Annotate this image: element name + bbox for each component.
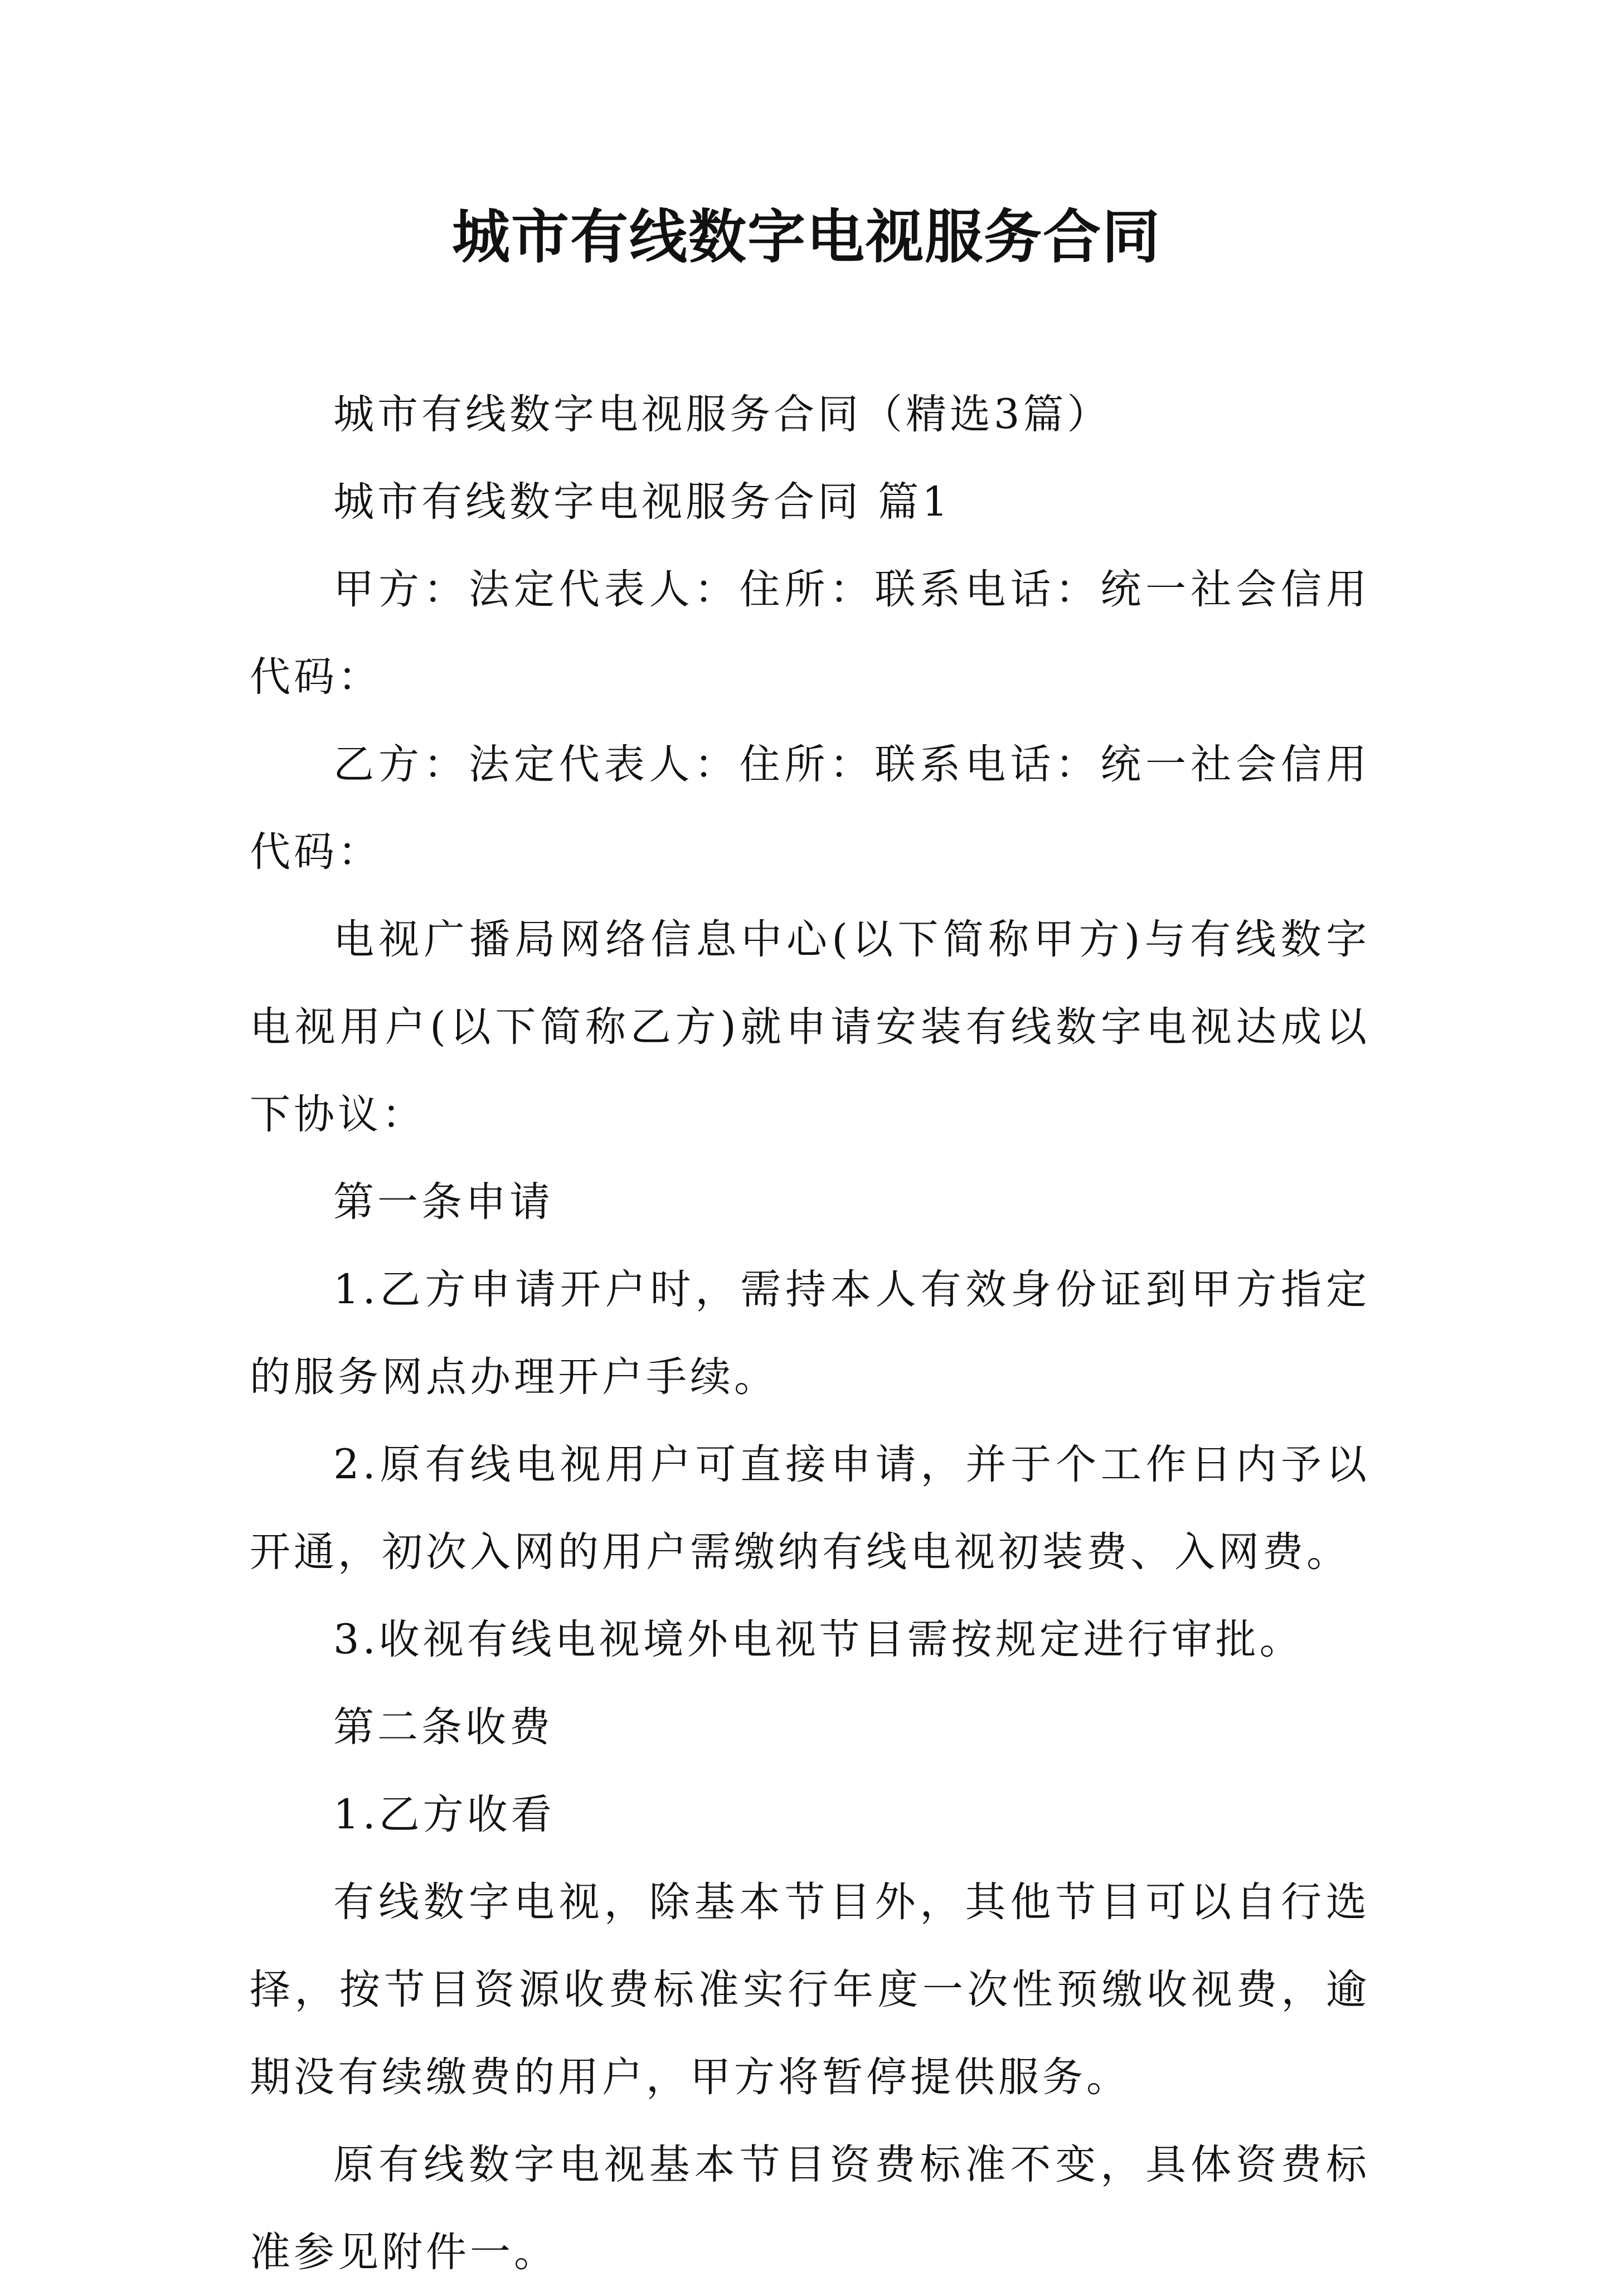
article-2-item-1: 1.乙方收看 [333, 1791, 555, 1838]
paragraph-party-a: 甲方：法定代表人：住所：联系电话：统一社会信用代码： [250, 566, 1370, 701]
paragraph-party-b: 乙方：法定代表人：住所：联系电话：统一社会信用代码： [250, 741, 1370, 876]
paragraph-section-heading: 城市有线数字电视服务合同 篇1 [333, 478, 951, 526]
article-2-item-1-detail: 有线数字电视，除基本节目外，其他节目可以自行选择，按节目资源收费标准实行年度一次性预缴收视费，逾期没有续缴费的用户，甲方将暂停提供服务。 [250, 1878, 1370, 2101]
article-2-heading: 第二条收费 [333, 1703, 553, 1751]
article-1-heading: 第一条申请 [333, 1178, 553, 1226]
paragraph-subtitle: 城市有线数字电视服务合同（精选3篇） [333, 391, 1111, 438]
article-1-item-2: 2.原有线电视用户可直接申请，并于个工作日内予以开通，初次入网的用户需缴纳有线电视初装费、入网费。 [250, 1441, 1370, 1576]
paragraph-preamble: 电视广播局网络信息中心(以下简称甲方)与有线数字电视用户(以下简称乙方)就申请安装有线数字电视达成以下协议： [250, 916, 1370, 1138]
document-body [250, 371, 1370, 2296]
article-1-item-1: 1.乙方申请开户时，需持本人有效身份证到甲方指定的服务网点办理开户手续。 [250, 1266, 1370, 1401]
article-2-fee-note: 原有线数字电视基本节目资费标准不变，具体资费标准参见附件一。 [250, 2141, 1370, 2276]
article-1-item-3: 3.收视有线电视境外电视节目需按规定进行审批。 [333, 1616, 1304, 1663]
document-title: 城市有线数字电视服务合同 [451, 202, 1161, 271]
